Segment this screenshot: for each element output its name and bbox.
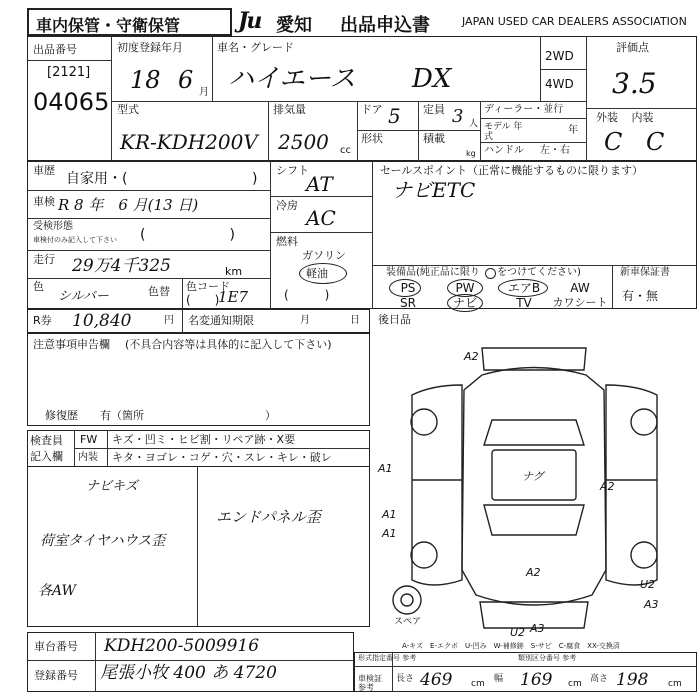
lot-number: 04065 <box>33 88 110 116</box>
equip-power-seat: カワシート <box>552 296 608 309</box>
handle-label: ハンドル <box>484 145 524 156</box>
interior-grade: C <box>646 128 665 156</box>
notes-hint: (不具合内容等は具体的に記入して下さい) <box>125 338 332 351</box>
color-label: 色 <box>33 280 44 293</box>
equipment-label: 装備品(純正品に限り <box>386 267 480 278</box>
fuel-paren: ( ) <box>284 288 330 302</box>
fuel-label: 燃料 <box>276 235 298 248</box>
form-title: 出品申込書 <box>340 15 430 36</box>
shift-value: AT <box>306 172 333 196</box>
mileage-value: 29万4千325 <box>72 256 171 276</box>
equip-ps: PS <box>400 281 416 295</box>
history-close: ) <box>252 171 258 187</box>
org-name: 愛知 <box>276 15 312 36</box>
registration-month: 6 <box>178 66 194 94</box>
load-unit: kg <box>466 149 476 158</box>
load-label: 積載 <box>423 132 445 145</box>
selling-points-label: セールスポイント（正常に機能するものに限ります） <box>380 164 644 177</box>
equip-navi: ナビ <box>452 296 477 310</box>
equipment-label-2: をつけてください) <box>497 267 581 278</box>
mark-a1-left-2: A1 <box>382 508 397 521</box>
width-value: 169 <box>520 670 553 690</box>
mark-a3-bottom: A3 <box>530 622 545 635</box>
aircon-value: AC <box>306 206 336 230</box>
height-label: 高さ <box>590 674 609 684</box>
equip-aw: AW <box>570 281 590 295</box>
exterior-interior-label: 外装 内装 <box>596 111 654 124</box>
name-change-day: 日 <box>350 315 360 326</box>
model-no-label: 形式指定番号 参考 <box>358 654 417 662</box>
registration-year: 18 <box>130 66 161 94</box>
reception-value: ( ) <box>140 227 235 243</box>
plate-value: 尾張小牧 400 あ 4720 <box>100 663 277 683</box>
mark-u2-rear: U2 <box>640 578 656 591</box>
shift-label: シフト <box>276 164 309 177</box>
mark-roof-dent: ナグ <box>522 470 544 483</box>
aircon-label: 冷房 <box>276 199 298 212</box>
height-unit: cm <box>668 679 682 689</box>
door-label: ドア <box>361 103 383 116</box>
car-name: ハイエース <box>228 64 356 94</box>
history-value: 自家用・( <box>66 171 128 187</box>
equip-pw: PW <box>455 281 475 295</box>
displacement-value: 2500 <box>278 130 329 154</box>
new-car-warranty-value: 有・無 <box>622 289 659 303</box>
color-swap-paren: ( ) <box>186 293 220 307</box>
mark-a1-left-1: A1 <box>378 462 393 475</box>
remark-end-panel: エンドパネル歪 <box>216 508 321 526</box>
equip-ps-circle <box>389 279 421 297</box>
fw-label: FW <box>80 433 98 446</box>
association-name: JAPAN USED CAR DEALERS ASSOCIATION <box>462 15 687 28</box>
mark-a3-rear: A3 <box>644 598 659 611</box>
reception-label: 受検形態 <box>33 221 73 232</box>
exterior-grade: C <box>604 128 623 156</box>
length-unit: cm <box>471 679 485 689</box>
equipment-circle-mark <box>485 268 496 279</box>
spare-label: スペア <box>394 617 422 627</box>
color-code-value: 1E7 <box>218 288 249 306</box>
capacity-label: 定員 <box>423 103 445 116</box>
fuel-diesel: 軽油 <box>306 267 328 280</box>
notes-label: 注意事項申告欄 <box>33 338 110 351</box>
storage-title: 車内保管・守衛保管 <box>36 16 181 35</box>
lot-code: [2121] <box>47 65 91 80</box>
remark-aw: 各AW <box>38 583 76 599</box>
ju-logo: Ju <box>238 8 261 34</box>
mileage-label: 走行 <box>33 253 55 266</box>
fuel-gasoline: ガソリン <box>302 249 346 262</box>
4wd-label: 4WD <box>545 77 574 91</box>
door-value: 5 <box>388 104 401 128</box>
month-unit: 月 <box>199 87 209 98</box>
inspector-label: 検査員 <box>30 434 63 447</box>
color-code-label: 色コード <box>186 280 230 293</box>
interior-items: キタ・ヨゴレ・コゲ・穴・スレ・キレ・破レ <box>112 451 332 464</box>
dealer-label: ディーラー・並行 <box>484 104 564 115</box>
inspection-value: R 8 年 6 月(13 日) <box>58 196 199 214</box>
name-change-month: 月 <box>300 315 310 326</box>
score-value: 3.5 <box>612 67 657 100</box>
score-label: 評価点 <box>616 41 649 54</box>
width-label: 幅 <box>494 674 504 684</box>
mark-a2-front: A2 <box>464 350 479 363</box>
name-grade-label: 車名・グレード <box>217 41 294 54</box>
ref-label: 車検証 参考 <box>358 674 382 692</box>
length-label: 長さ <box>396 674 415 684</box>
mark-a2-rear: A2 <box>526 566 541 579</box>
capacity-unit: 人 <box>469 119 479 129</box>
equip-sunroof: SR <box>400 296 416 310</box>
later-docs-label: 後日品 <box>378 313 411 326</box>
width-unit: cm <box>568 679 582 689</box>
inspector-entry-label: 記入欄 <box>30 450 63 463</box>
model-value: KR-KDH200V <box>120 130 258 154</box>
mark-a1-left-3: A1 <box>382 527 397 540</box>
model-year-label: モデル 年式 <box>484 122 523 142</box>
new-car-warranty-label: 新車保証書 <box>620 267 670 278</box>
height-value: 198 <box>616 670 649 690</box>
color-value: シルバー <box>58 289 109 304</box>
repair-history: 修復歴 有（箇所 ） <box>45 409 276 422</box>
plate-label: 登録番号 <box>34 669 78 682</box>
recycle-label: R券 <box>33 314 52 327</box>
equip-tv: TV <box>516 296 532 310</box>
mileage-unit: km <box>225 265 243 278</box>
model-label: 型式 <box>117 103 139 116</box>
equip-airbag: エアB <box>507 281 541 295</box>
year-unit: 年 <box>568 125 578 136</box>
car-outline <box>393 348 657 628</box>
reception-note: 車検付のみ記入して下さい <box>33 236 117 244</box>
displacement-label: 排気量 <box>273 103 306 116</box>
chassis-value: KDH200-5009916 <box>104 636 260 656</box>
2wd-label: 2WD <box>545 49 574 63</box>
selling-points-value: ナビETC <box>392 178 476 202</box>
handle-options: 左・右 <box>540 145 570 156</box>
lot-label: 出品番号 <box>33 43 77 56</box>
fuel-selected-circle <box>299 263 347 284</box>
car-grade: DX <box>412 64 452 94</box>
color-swap-label: 色替 <box>148 285 170 298</box>
mark-a2-right: A2 <box>600 480 615 493</box>
recycle-unit: 円 <box>164 315 174 326</box>
damage-legend: A-キズ E-エクボ U-凹み W-補修跡 S-サビ C-腐食 XX-交換済 <box>402 642 620 650</box>
car-damage-diagram <box>372 330 697 652</box>
displacement-unit: cc <box>340 145 351 156</box>
inspection-label: 車検 <box>33 195 55 208</box>
name-change-label: 名変通知期限 <box>188 314 254 327</box>
fw-items: キズ・凹ミ・ヒビ割・リペア跡・X要 <box>112 433 296 446</box>
class-label: 類別区分番号 参考 <box>518 654 577 662</box>
mark-u2-bottom: U2 <box>510 626 526 639</box>
shape-label: 形状 <box>361 132 383 145</box>
length-value: 469 <box>420 670 453 690</box>
interior-label: 内装 <box>78 452 98 463</box>
equip-navi-circle <box>447 294 483 312</box>
remark-navi-scratch: ナビキズ <box>86 479 138 494</box>
registration-label: 初度登録年月 <box>117 41 183 54</box>
capacity-value: 3 <box>452 106 464 127</box>
history-label: 車歴 <box>33 164 55 177</box>
chassis-label: 車台番号 <box>34 640 78 653</box>
equip-airbag-circle <box>498 279 548 297</box>
remark-cargo-tire-house: 荷室タイヤハウス歪 <box>40 533 166 549</box>
recycle-value: 10,840 <box>72 311 132 331</box>
